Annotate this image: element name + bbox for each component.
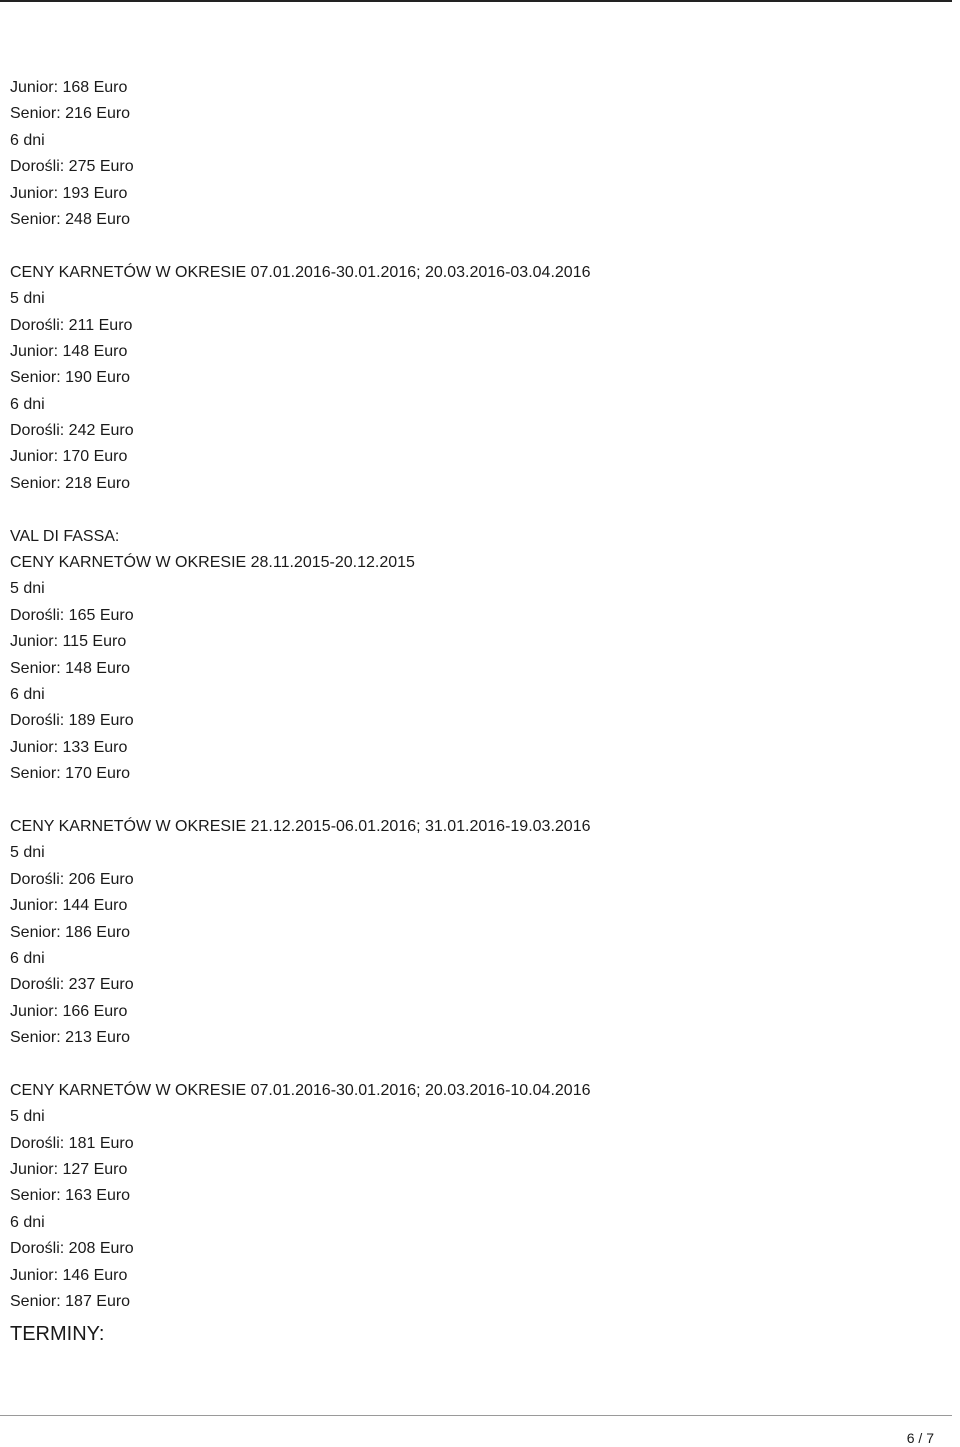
text-line: Dorośli: 237 Euro (10, 976, 134, 994)
text-line: Dorośli: 181 Euro (10, 1134, 134, 1152)
text-line: Dorośli: 189 Euro (10, 712, 134, 730)
text-line: 6 dni (10, 131, 45, 149)
text-line: Senior: 187 Euro (10, 1292, 131, 1310)
text-line: Senior: 170 Euro (10, 765, 131, 783)
text-line: Senior: 148 Euro (10, 659, 131, 677)
text-line: 5 dni (10, 290, 45, 308)
text-line: Junior: 168 Euro (10, 79, 128, 96)
blank-line (10, 497, 940, 523)
text-line: Dorośli: 211 Euro (10, 316, 133, 334)
text-line: 6 dni (10, 395, 45, 413)
blank-line (10, 233, 940, 259)
text-line: Junior: 170 Euro (10, 448, 128, 466)
text-line: Senior: 163 Euro (10, 1187, 131, 1205)
text-line: Dorośli: 208 Euro (10, 1240, 134, 1258)
text-line: Junior: 146 Euro (10, 1266, 128, 1284)
region-heading: VAL DI FASSA: (10, 527, 120, 545)
period-heading: CENY KARNETÓW W OKRESIE 07.01.2016-30.01.2016; 20.03.2016-10.04.2016 (10, 1081, 591, 1099)
text-line: Junior: 133 Euro (10, 738, 128, 756)
text-line: Junior: 127 Euro (10, 1161, 128, 1179)
text-line: Junior: 166 Euro (10, 1002, 128, 1020)
text-line: Senior: 213 Euro (10, 1029, 131, 1047)
document-body (10, 75, 940, 1347)
text-line: Junior: 144 Euro (10, 897, 128, 915)
text-line: Dorośli: 275 Euro (10, 158, 134, 176)
text-line: Dorośli: 242 Euro (10, 422, 134, 440)
text-line: 5 dni (10, 580, 45, 598)
text-line: 6 dni (10, 1213, 45, 1231)
text-line: Junior: 115 Euro (10, 633, 127, 651)
text-line: Senior: 216 Euro (10, 105, 131, 123)
text-line: Senior: 186 Euro (10, 923, 131, 941)
text-line: 6 dni (10, 685, 45, 703)
blank-line (10, 788, 940, 814)
text-line: 6 dni (10, 949, 45, 967)
text-line: 5 dni (10, 1108, 45, 1126)
text-line: Dorośli: 206 Euro (10, 870, 134, 888)
text-line: Junior: 193 Euro (10, 184, 128, 202)
period-heading: CENY KARNETÓW W OKRESIE 07.01.2016-30.01.2016; 20.03.2016-03.04.2016 (10, 263, 591, 281)
footer-rule (0, 1415, 952, 1416)
period-heading: CENY KARNETÓW W OKRESIE 21.12.2015-06.01.2016; 31.01.2016-19.03.2016 (10, 817, 591, 835)
blank-line (10, 1051, 940, 1077)
page-number: 6 / 7 (906, 1430, 934, 1446)
text-line: Senior: 248 Euro (10, 210, 131, 228)
text-line: Junior: 148 Euro (10, 342, 128, 360)
text-line: Dorośli: 165 Euro (10, 606, 134, 624)
top-rule (0, 0, 952, 2)
period-heading: CENY KARNETÓW W OKRESIE 28.11.2015-20.12.2015 (10, 554, 415, 572)
text-line: 5 dni (10, 844, 45, 862)
text-line: Senior: 218 Euro (10, 474, 131, 492)
section-heading: TERMINY: (10, 1323, 105, 1346)
text-line: Senior: 190 Euro (10, 369, 131, 387)
